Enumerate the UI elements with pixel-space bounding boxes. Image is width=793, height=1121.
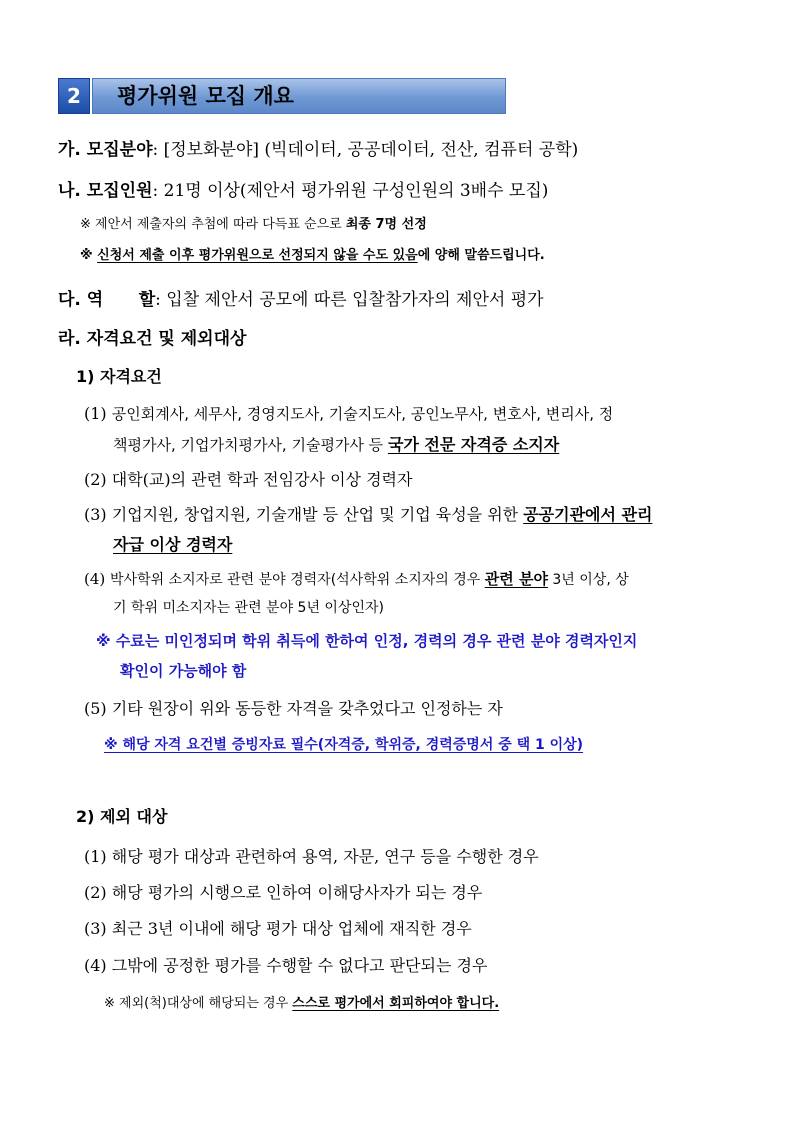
recruit-field-text: : [정보화분야] (빅데이터, 공공데이터, 전산, 컴퓨터 공학) — [152, 140, 579, 160]
exclusion-note-prefix: ※ 제외(척)대상에 해당되는 경우 — [104, 996, 293, 1011]
excl-item-4-num: (4) — [84, 956, 107, 975]
section-title: 평가위원 모집 개요 — [92, 78, 506, 114]
role-text: : 입찰 제안서 공모에 따른 입찰참가자의 제안서 평가 — [155, 290, 544, 310]
qual-item-2 — [84, 467, 412, 490]
recruit-count-text: : 21명 이상(제안서 평가위원 구성인원의 3배수 모집) — [152, 181, 549, 201]
excl-item-1-text: 해당 평가 대상과 관련하여 용역, 자문, 연구 등을 수행한 경우 — [111, 847, 539, 866]
apology-note-suffix: 에 양해 말씀드립니다. — [417, 248, 545, 263]
qual-item-5 — [84, 696, 503, 719]
degree-note-line2: 확인이 가능해야 함 — [120, 662, 247, 680]
excl-item-1 — [84, 844, 539, 867]
exclusion-note-emph: 스스로 평가에서 회피하여야 합니다. — [292, 996, 500, 1011]
qualification-heading: 라. 자격요건 및 제외대상 — [58, 329, 247, 349]
qual-item-4-line1c: 3년 이상, 상 — [547, 572, 629, 588]
recruit-field-line — [58, 135, 578, 160]
qual-item-3-line1a: 기업지원, 창업지원, 기술개발 등 산업 및 기업 육성을 위한 — [111, 505, 524, 524]
qual-item-1-line1: 공인회계사, 세무사, 경영지도사, 기술지도사, 공인노무사, 변호사, 변리사, 정 — [111, 405, 614, 423]
qual-item-4 — [84, 568, 629, 589]
qual-item-3 — [84, 502, 652, 525]
qual-item-1-num: (1) — [84, 404, 107, 423]
role-label: 다. 역 할 — [58, 290, 156, 310]
qual-item-1 — [84, 403, 613, 424]
recruit-count-label: 나. 모집인원 — [58, 181, 153, 201]
excl-item-2 — [84, 880, 482, 903]
excl-item-3-num: (3) — [84, 919, 107, 938]
recruit-count-line — [58, 176, 548, 201]
qual-item-1-line2b: 국가 전문 자격증 소지자 — [387, 435, 560, 454]
qualification-subtitle: 1) 자격요건 — [76, 367, 162, 386]
excl-item-4-text: 그밖에 공정한 평가를 수행할 수 없다고 판단되는 경우 — [111, 956, 488, 975]
section-number: 2 — [58, 78, 90, 114]
qual-item-2-line1: 대학(교)의 관련 학과 전임강사 이상 경력자 — [111, 470, 413, 489]
apology-note-prefix: ※ — [80, 248, 98, 263]
qual-item-1-cont — [113, 432, 559, 455]
qual-item-4-line1a: 박사학위 소지자로 관련 분야 경력자(석사학위 소지자의 경우 — [110, 572, 485, 588]
excl-item-1-num: (1) — [84, 847, 107, 866]
exclusion-note — [104, 992, 499, 1011]
degree-note-line1: ※ 수료는 미인정되며 학위 취득에 한하여 인정, 경력의 경우 관련 분야 경력자인지 — [96, 632, 638, 650]
apology-note-underlined: 신청서 제출 이후 평가위원으로 선정되지 않을 수도 있음 — [97, 248, 418, 263]
section-header — [58, 78, 506, 114]
excl-item-2-text: 해당 평가의 시행으로 인하여 이해당사자가 되는 경우 — [111, 883, 483, 902]
qual-item-3-line1b: 공공기관에서 관리 — [523, 505, 653, 524]
apology-note — [80, 244, 545, 263]
excl-item-4 — [84, 953, 487, 976]
excl-item-3 — [84, 916, 472, 939]
qual-item-2-num: (2) — [84, 470, 107, 489]
selection-note-emph: 최종 7명 선정 — [345, 217, 427, 232]
qual-item-1-line2a: 책평가사, 기업가치평가사, 기술평가사 등 — [113, 436, 388, 454]
selection-note — [80, 213, 427, 232]
exclusion-subtitle: 2) 제외 대상 — [76, 807, 168, 826]
evidence-note: ※ 해당 자격 요건별 증빙자료 필수(자격증, 학위증, 경력증명서 중 택 1 이상) — [104, 737, 584, 753]
qual-item-3-num: (3) — [84, 505, 107, 524]
qual-item-4-num: (4) — [84, 570, 106, 588]
recruit-field-label: 가. 모집분야 — [58, 140, 153, 160]
qual-item-4-line1b: 관련 분야 — [484, 570, 548, 588]
qual-item-5-num: (5) — [84, 699, 107, 718]
selection-note-prefix: ※ 제안서 제출자의 추첨에 따라 다득표 순으로 — [80, 217, 346, 232]
excl-item-3-text: 최근 3년 이내에 해당 평가 대상 업체에 재직한 경우 — [111, 919, 472, 938]
role-line — [58, 285, 544, 310]
excl-item-2-num: (2) — [84, 883, 107, 902]
qual-item-5-line1: 기타 원장이 위와 동등한 자격을 갖추었다고 인정하는 자 — [111, 699, 503, 718]
qual-item-4-line2: 기 학위 미소지자는 관련 분야 5년 이상인자) — [113, 600, 384, 616]
qual-item-3-line2: 자급 이상 경력자 — [113, 535, 233, 554]
